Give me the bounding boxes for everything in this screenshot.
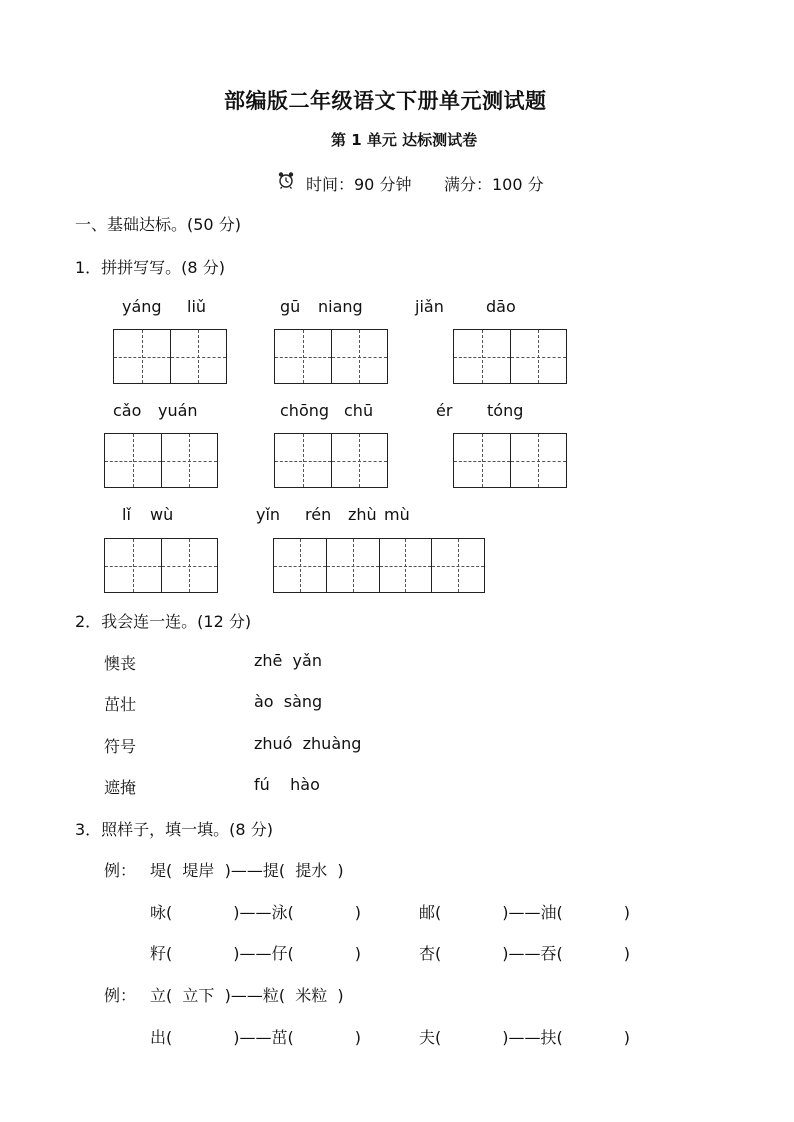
fill-row[interactable]: 籽( )——仔( ): [150, 944, 362, 963]
pinyin-syllable: ér: [436, 401, 453, 420]
match-pinyin[interactable]: ào sàng: [254, 692, 323, 711]
fill-row[interactable]: 夫( )——扶( ): [419, 1028, 631, 1047]
writing-grid[interactable]: [273, 538, 485, 593]
example-label: 例：: [104, 986, 137, 1005]
fill-row[interactable]: 咏( )——泳( ): [150, 903, 362, 922]
pinyin-syllable: wù: [150, 505, 174, 524]
question-3-prompt: 3．照样子，填一填。(8 分): [75, 820, 273, 839]
pinyin-syllable: yuán: [158, 401, 198, 420]
writing-grid[interactable]: [113, 329, 227, 384]
page-title: 部编版二年级语文下册单元测试题: [224, 89, 547, 113]
example-row: 立( 立下 )——粒( 米粒 ): [150, 986, 344, 1005]
full-score: 满分：100 分: [444, 175, 544, 194]
pinyin-syllable: rén: [305, 505, 332, 524]
pinyin-syllable: jiǎn: [415, 297, 444, 316]
pinyin-syllable: mù: [384, 505, 410, 524]
writing-grid[interactable]: [274, 433, 388, 488]
question-2-prompt: 2．我会连一连。(12 分): [75, 612, 252, 631]
fill-row[interactable]: 杏( )——吞( ): [419, 944, 631, 963]
writing-grid[interactable]: [104, 538, 218, 593]
pinyin-syllable: yáng: [122, 297, 162, 316]
writing-grid[interactable]: [453, 433, 567, 488]
pinyin-syllable: gū: [280, 297, 301, 316]
section-heading: 一、基础达标。(50 分): [75, 215, 241, 234]
match-word[interactable]: 懊丧: [104, 654, 137, 673]
fill-row[interactable]: 邮( )——油( ): [419, 903, 631, 922]
alarm-clock-icon: [277, 171, 295, 189]
pinyin-syllable: niang: [318, 297, 363, 316]
page-subtitle: 第 1 单元 达标测试卷: [331, 131, 478, 149]
pinyin-syllable: chū: [344, 401, 374, 420]
fill-row[interactable]: 出( )——茁( ): [150, 1028, 362, 1047]
pinyin-syllable: dāo: [486, 297, 516, 316]
match-pinyin[interactable]: fú hào: [254, 775, 320, 794]
match-word[interactable]: 遮掩: [104, 778, 137, 797]
match-word[interactable]: 符号: [104, 737, 137, 756]
pinyin-syllable: chōng: [280, 401, 330, 420]
example-label: 例：: [104, 861, 137, 880]
writing-grid[interactable]: [274, 329, 388, 384]
pinyin-syllable: zhù: [348, 505, 377, 524]
writing-grid[interactable]: [453, 329, 567, 384]
pinyin-syllable: yǐn: [256, 505, 281, 524]
match-pinyin[interactable]: zhuó zhuàng: [254, 734, 362, 753]
writing-grid[interactable]: [104, 433, 218, 488]
time-limit: 时间：90 分钟: [306, 175, 412, 194]
pinyin-syllable: liǔ: [187, 297, 207, 316]
match-word[interactable]: 茁壮: [104, 695, 137, 714]
match-pinyin[interactable]: zhē yǎn: [254, 651, 322, 670]
question-1-prompt: 1．拼拼写写。(8 分): [75, 258, 225, 277]
pinyin-syllable: tóng: [487, 401, 524, 420]
example-row: 堤( 堤岸 )——提( 提水 ): [150, 861, 344, 880]
pinyin-syllable: lǐ: [122, 505, 131, 524]
pinyin-syllable: cǎo: [113, 401, 142, 420]
